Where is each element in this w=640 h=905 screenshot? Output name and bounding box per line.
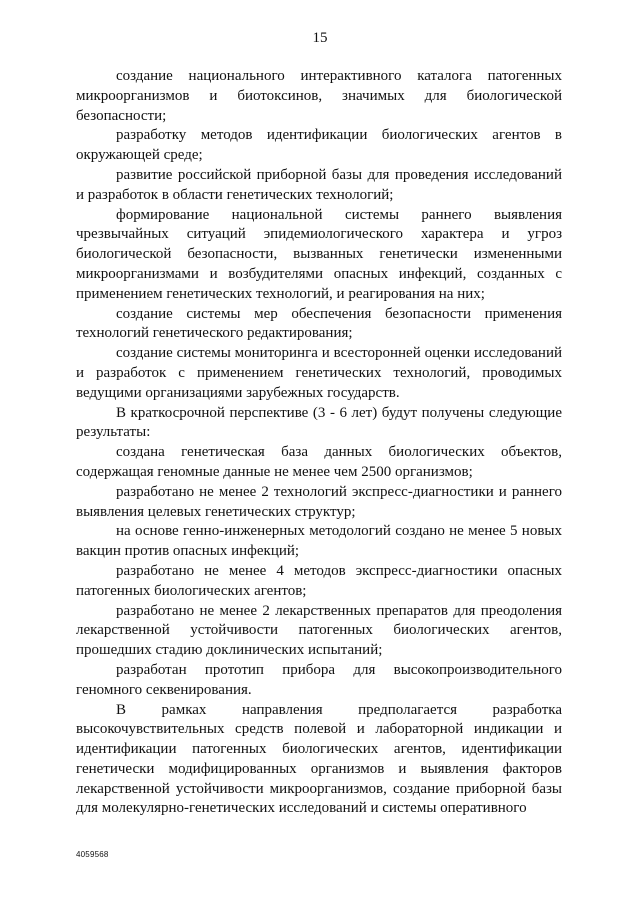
paragraph-express-diagnostics-methods: разработано не менее 4 методов экспресс-диагностики опасных патогенных биологических агентов; [76, 562, 562, 599]
paragraph-early-detection-system: формирование национальной системы раннего выявления чрезвычайных ситуаций эпидемиологического характера и угроз биологической безопасности, вызванных генетически измененными микроорганизмами и возбудителями опасных инфекций, созданных с применением генетических технологий, и реагирования на них; [76, 206, 562, 302]
document-code: 4059568 [76, 850, 109, 859]
document-body [76, 67, 562, 819]
paragraph-foreign-monitoring: создание системы мониторинга и всесторонней оценки исследований и разработок с применением генетических технологий, проводимых ведущими организациями зарубежных государств. [76, 345, 562, 401]
paragraph-interactive-catalog: создание национального интерактивного каталога патогенных микроорганизмов и биотоксинов, значимых для биологической безопасности; [76, 68, 562, 124]
paragraph-direction-scope: В рамках направления предполагается разработка высокочувствительных средств полевой и лабораторной индикации и идентификации патогенных биологических агентов, идентификации генетически модифицированных организмов и выявления факторов лекарственной устойчивости микроорганизмов, создание приборной базы для молекулярно-генетических исследований и системы оперативного [76, 701, 562, 817]
paragraph-sequencing-prototype: разработан прототип прибора для высокопроизводительного геномного секвенирования. [76, 661, 562, 698]
paragraph-genetic-database: создана генетическая база данных биологических объектов, содержащая геномные данные не менее чем 2500 организмов; [76, 444, 562, 480]
paragraph-identification-methods: разработку методов идентификации биологических агентов в окружающей среде; [76, 127, 562, 164]
paragraph-new-vaccines: на основе генно-инженерных методологий создано не менее 5 новых вакцин против опасных инфекций; [76, 523, 562, 560]
paragraph-express-diagnostics-tech: разработано не менее 2 технологий экспресс-диагностики и раннего выявления целевых генетических структур; [76, 483, 562, 520]
page-number: 15 [312, 30, 328, 46]
paragraph-short-term-results-intro: В краткосрочной перспективе (3 - 6 лет) будут получены следующие результаты: [76, 404, 562, 441]
paragraph-instrument-base: развитие российской приборной базы для проведения исследований и разработок в области генетических технологий; [76, 166, 562, 203]
paragraph-drug-resistance: разработано не менее 2 лекарственных препаратов для преодоления лекарственной устойчивости патогенных биологических агентов, прошедших стадию доклинических испытаний; [76, 602, 562, 659]
paragraph-gene-editing-safety: создание системы мер обеспечения безопасности применения технологий генетического редактирования; [76, 305, 562, 342]
